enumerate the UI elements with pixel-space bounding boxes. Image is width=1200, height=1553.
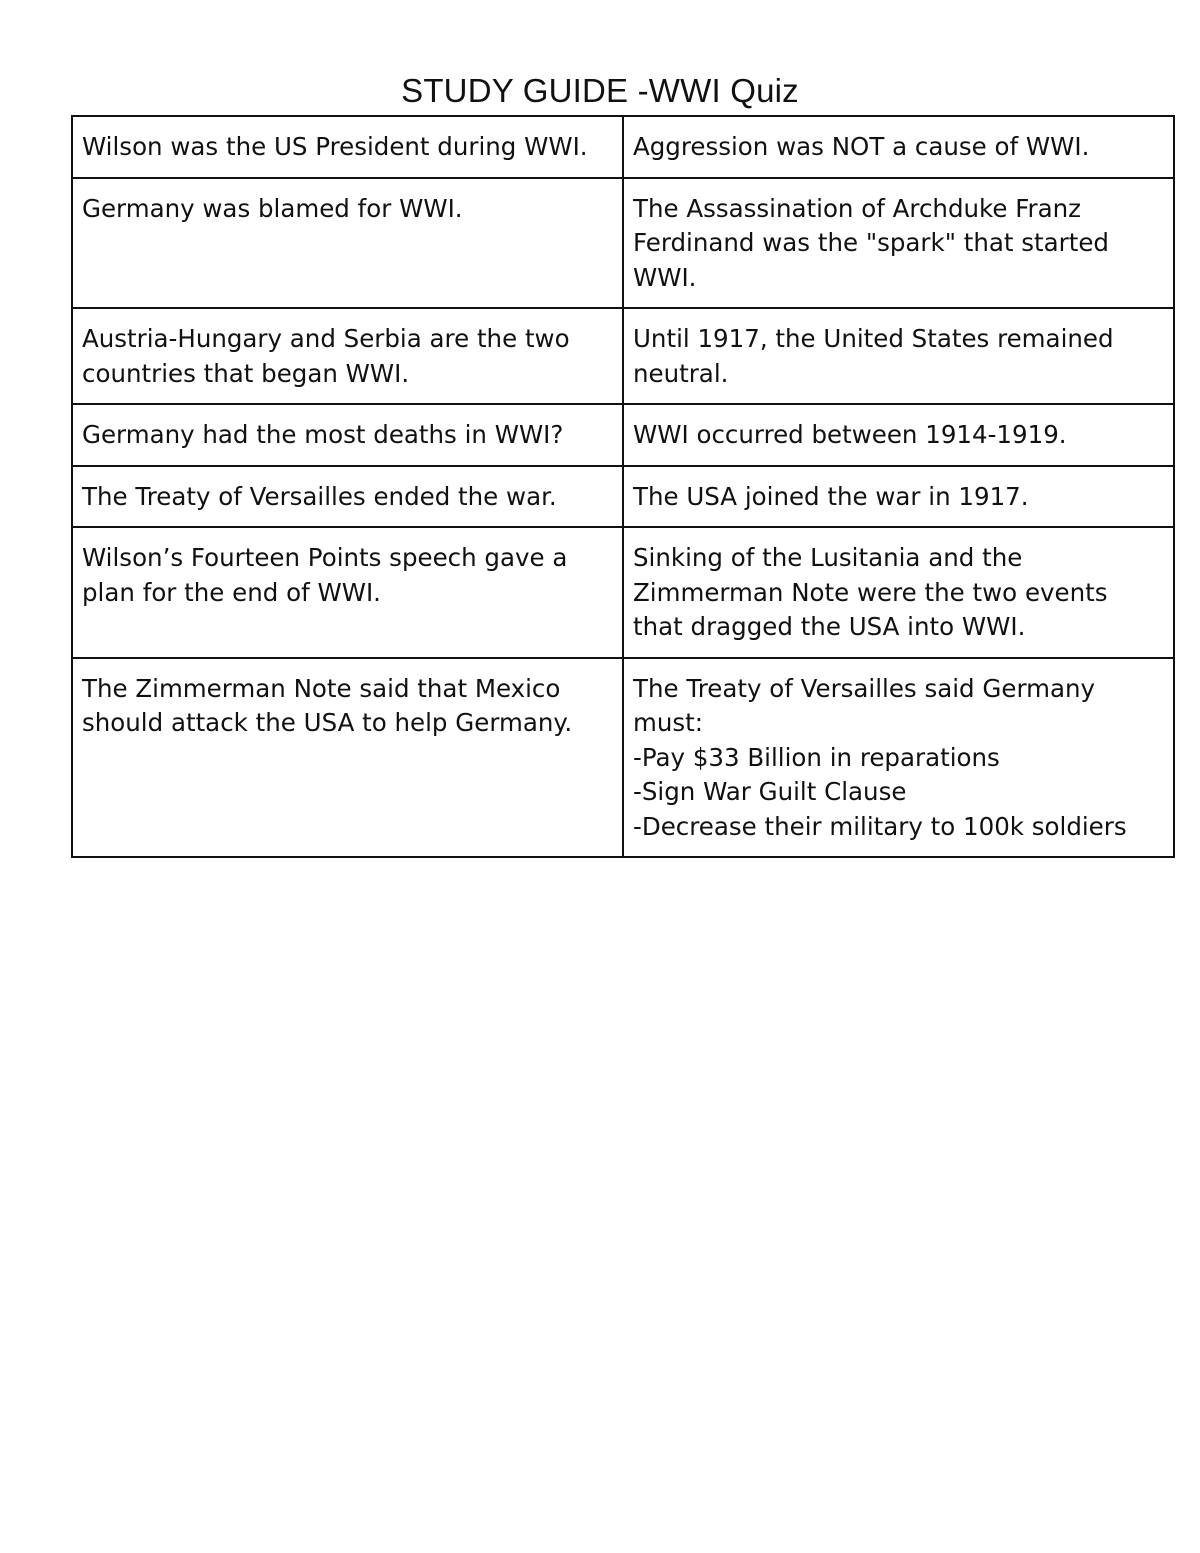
table-cell-right <box>623 658 1174 858</box>
study-guide-table <box>71 115 1175 858</box>
table-row <box>72 116 1174 178</box>
table-cell-right <box>623 178 1174 309</box>
table-cell-left <box>72 466 623 528</box>
table-cell-right <box>623 116 1174 178</box>
table-row <box>72 527 1174 658</box>
table-cell-right <box>623 308 1174 404</box>
cell-text: The Assassination of Archduke Franz Ferdinand was the "spark" that started WWI. <box>633 193 1109 292</box>
page-title: STUDY GUIDE -WWI Quiz <box>401 72 799 109</box>
table-cell-left <box>72 404 623 466</box>
list-item: -Sign War Guilt Clause <box>633 777 907 806</box>
cell-text: Wilson was the US President during WWI. <box>82 132 588 161</box>
table-cell-right <box>623 466 1174 528</box>
cell-text: Until 1917, the United States remained neutral. <box>633 324 1114 388</box>
table-cell-right <box>623 404 1174 466</box>
table-cell-left <box>72 178 623 309</box>
cell-text: The Treaty of Versailles ended the war. <box>82 481 557 511</box>
cell-text: WWI occurred between 1914-1919. <box>633 420 1067 449</box>
table-row <box>72 178 1174 309</box>
cell-text: Wilson’s Fourteen Points speech gave a plan for the end of WWI. <box>82 543 568 607</box>
cell-text: Sinking of the Lusitania and the Zimmerman Note were the two events that dragged the USA into WWI. <box>633 543 1108 641</box>
table-cell-right <box>623 527 1174 658</box>
table-cell-left <box>72 527 623 658</box>
list-item: -Decrease their military to 100k soldiers <box>633 811 1127 841</box>
table-row <box>72 466 1174 528</box>
table-cell-left <box>72 658 623 858</box>
cell-text: The USA joined the war in 1917. <box>633 481 1029 511</box>
table-cell-left <box>72 116 623 178</box>
table-cell-left <box>72 308 623 404</box>
table-row <box>72 658 1174 858</box>
cell-text: Germany was blamed for WWI. <box>82 193 463 223</box>
cell-text: Germany had the most deaths in WWI? <box>82 420 564 449</box>
table-row <box>72 404 1174 466</box>
cell-text: Aggression was NOT a cause of WWI. <box>633 132 1090 161</box>
list-item: -Pay $33 Billion in reparations <box>633 742 1000 772</box>
cell-text: The Treaty of Versailles said Germany must: <box>633 673 1095 737</box>
cell-text: The Zimmerman Note said that Mexico should attack the USA to help Germany. <box>82 673 573 737</box>
table-row <box>72 308 1174 404</box>
cell-text: Austria-Hungary and Serbia are the two countries that began WWI. <box>82 324 570 388</box>
